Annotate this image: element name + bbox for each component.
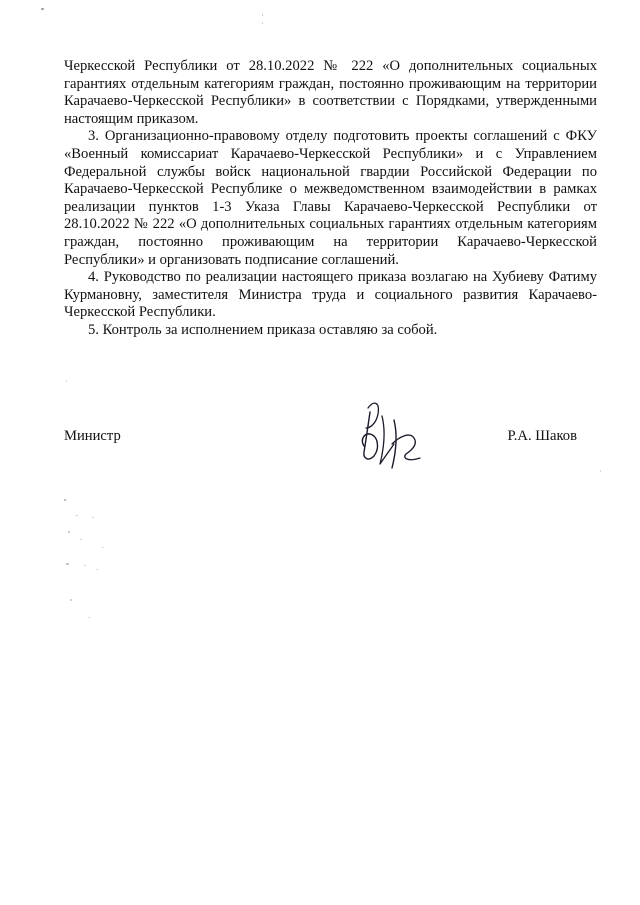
document-body	[64, 58, 597, 340]
scan-speck	[262, 14, 263, 16]
scan-speck	[262, 22, 263, 24]
signatory-name: Р.А. Шаков	[507, 428, 577, 444]
paragraph-item-5: 5. Контроль за исполнением приказа оставляю за собой.	[88, 321, 438, 338]
scan-speck	[66, 380, 67, 382]
handwritten-signature-icon	[340, 392, 440, 476]
paragraph-continuation: Черкесской Республики от 28.10.2022 № 222 «О дополнительных социальных гарантиях отдельным категориям граждан, постоянно проживающим на территории Карачаево-Черкесской Республики» в соответствии с Порядками, утвержденными настоящим приказом.	[64, 58, 597, 127]
scan-artifacts	[62, 495, 142, 625]
paragraph-item-4: 4. Руководство по реализации настоящего приказа возлагаю на Хубиеву Фатиму Курмановну, заместителя Министра труда и социального развития Карачаево-Черкесской Республики.	[64, 269, 597, 321]
signature-block	[64, 428, 597, 448]
scan-speck	[600, 470, 601, 472]
paragraph-item-3: 3. Организационно-правовому отделу подготовить проекты соглашений с ФКУ «Военный комиссариат Карачаево-Черкесской Республики» и с Управлением Федеральной службы войск национальной гвардии Российской Федерации по Карачаево-Черкесской Республике о межведомственном взаимодействии в рамках реализации пунктов 1-3 Указа Главы Карачаево-Черкесской Республики от 28.10.2022 № 222 «О дополнительных социальных гарантиях отдельным категориям граждан, постоянно проживающим на территории Карачаево-Черкесской Республики» и организовать подписание соглашений.	[64, 128, 597, 268]
signatory-title: Министр	[64, 428, 121, 444]
scan-speck	[41, 8, 44, 10]
